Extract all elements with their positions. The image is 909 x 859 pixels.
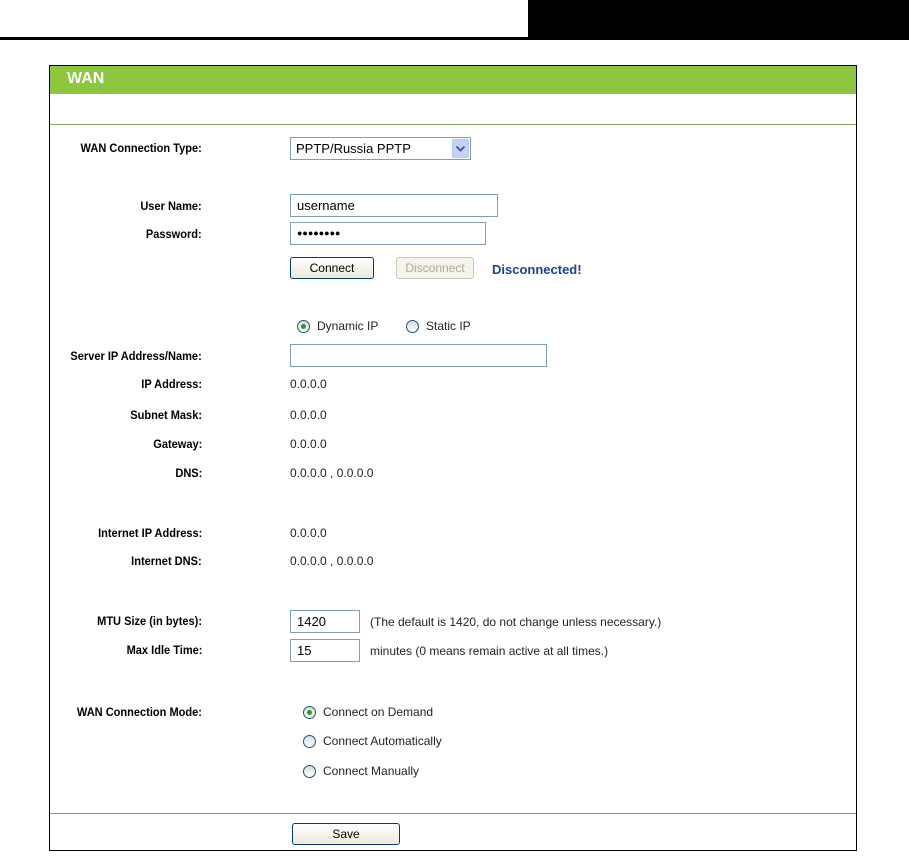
gateway-value: 0.0.0.0 xyxy=(290,437,327,451)
internet-ip-value: 0.0.0.0 xyxy=(290,526,327,540)
connect-on-demand-label: Connect on Demand xyxy=(323,705,434,719)
top-divider xyxy=(50,124,856,125)
dns-label: DNS: xyxy=(175,466,202,480)
panel-title: WAN xyxy=(50,66,856,94)
bottom-divider xyxy=(50,813,856,814)
connect-automatically-label: Connect Automatically xyxy=(323,734,442,748)
mtu-size-input[interactable] xyxy=(290,610,360,633)
password-label: Password: xyxy=(146,227,202,241)
gateway-label: Gateway: xyxy=(152,437,202,451)
dynamic-ip-radio[interactable] xyxy=(297,320,310,333)
dns-value: 0.0.0.0 , 0.0.0.0 xyxy=(290,466,374,480)
radio-selected-dot xyxy=(307,710,312,715)
max-idle-time-note: minutes (0 means remain active at all times.) xyxy=(370,644,609,658)
static-ip-label: Static IP xyxy=(426,319,471,333)
internet-dns-label: Internet DNS: xyxy=(131,554,202,568)
connect-manually-radio[interactable] xyxy=(303,765,316,778)
server-ip-input[interactable] xyxy=(290,344,547,367)
ip-address-value: 0.0.0.0 xyxy=(290,377,327,391)
connect-button[interactable]: Connect xyxy=(290,257,374,279)
password-input[interactable]: ●●●●●●●● xyxy=(290,222,486,245)
radio-selected-dot xyxy=(301,324,306,329)
wan-connection-type-label: WAN Connection Type: xyxy=(80,141,202,155)
document-header-block xyxy=(528,0,909,40)
connect-manually-label: Connect Manually xyxy=(323,764,420,778)
wan-connection-type-select[interactable] xyxy=(290,137,471,160)
mtu-size-label: MTU Size (in bytes): xyxy=(97,614,202,628)
internet-ip-label: Internet IP Address: xyxy=(97,526,202,540)
subnet-mask-label: Subnet Mask: xyxy=(130,408,202,422)
subnet-mask-value: 0.0.0.0 xyxy=(290,408,327,422)
chevron-down-icon[interactable] xyxy=(452,139,469,158)
dynamic-ip-label: Dynamic IP xyxy=(317,319,379,333)
max-idle-time-label: Max Idle Time: xyxy=(126,643,202,657)
user-name-input[interactable] xyxy=(290,194,498,217)
user-name-label: User Name: xyxy=(140,199,202,213)
connection-status: Disconnected! xyxy=(492,262,582,277)
wan-panel xyxy=(49,65,857,851)
static-ip-radio[interactable] xyxy=(406,320,419,333)
document-top-rule xyxy=(0,37,528,40)
wan-connection-mode-label: WAN Connection Mode: xyxy=(76,705,202,719)
max-idle-time-input[interactable] xyxy=(290,639,360,662)
disconnect-button[interactable]: Disconnect xyxy=(396,257,474,279)
server-ip-label: Server IP Address/Name: xyxy=(70,349,202,363)
mtu-size-note: (The default is 1420, do not change unless necessary.) xyxy=(370,615,662,629)
ip-address-label: IP Address: xyxy=(141,377,202,391)
internet-dns-value: 0.0.0.0 , 0.0.0.0 xyxy=(290,554,374,568)
connect-automatically-radio[interactable] xyxy=(303,735,316,748)
wan-connection-type-value: PPTP/Russia PPTP xyxy=(296,141,411,156)
save-button[interactable]: Save xyxy=(292,823,400,845)
connect-on-demand-radio[interactable] xyxy=(303,706,316,719)
